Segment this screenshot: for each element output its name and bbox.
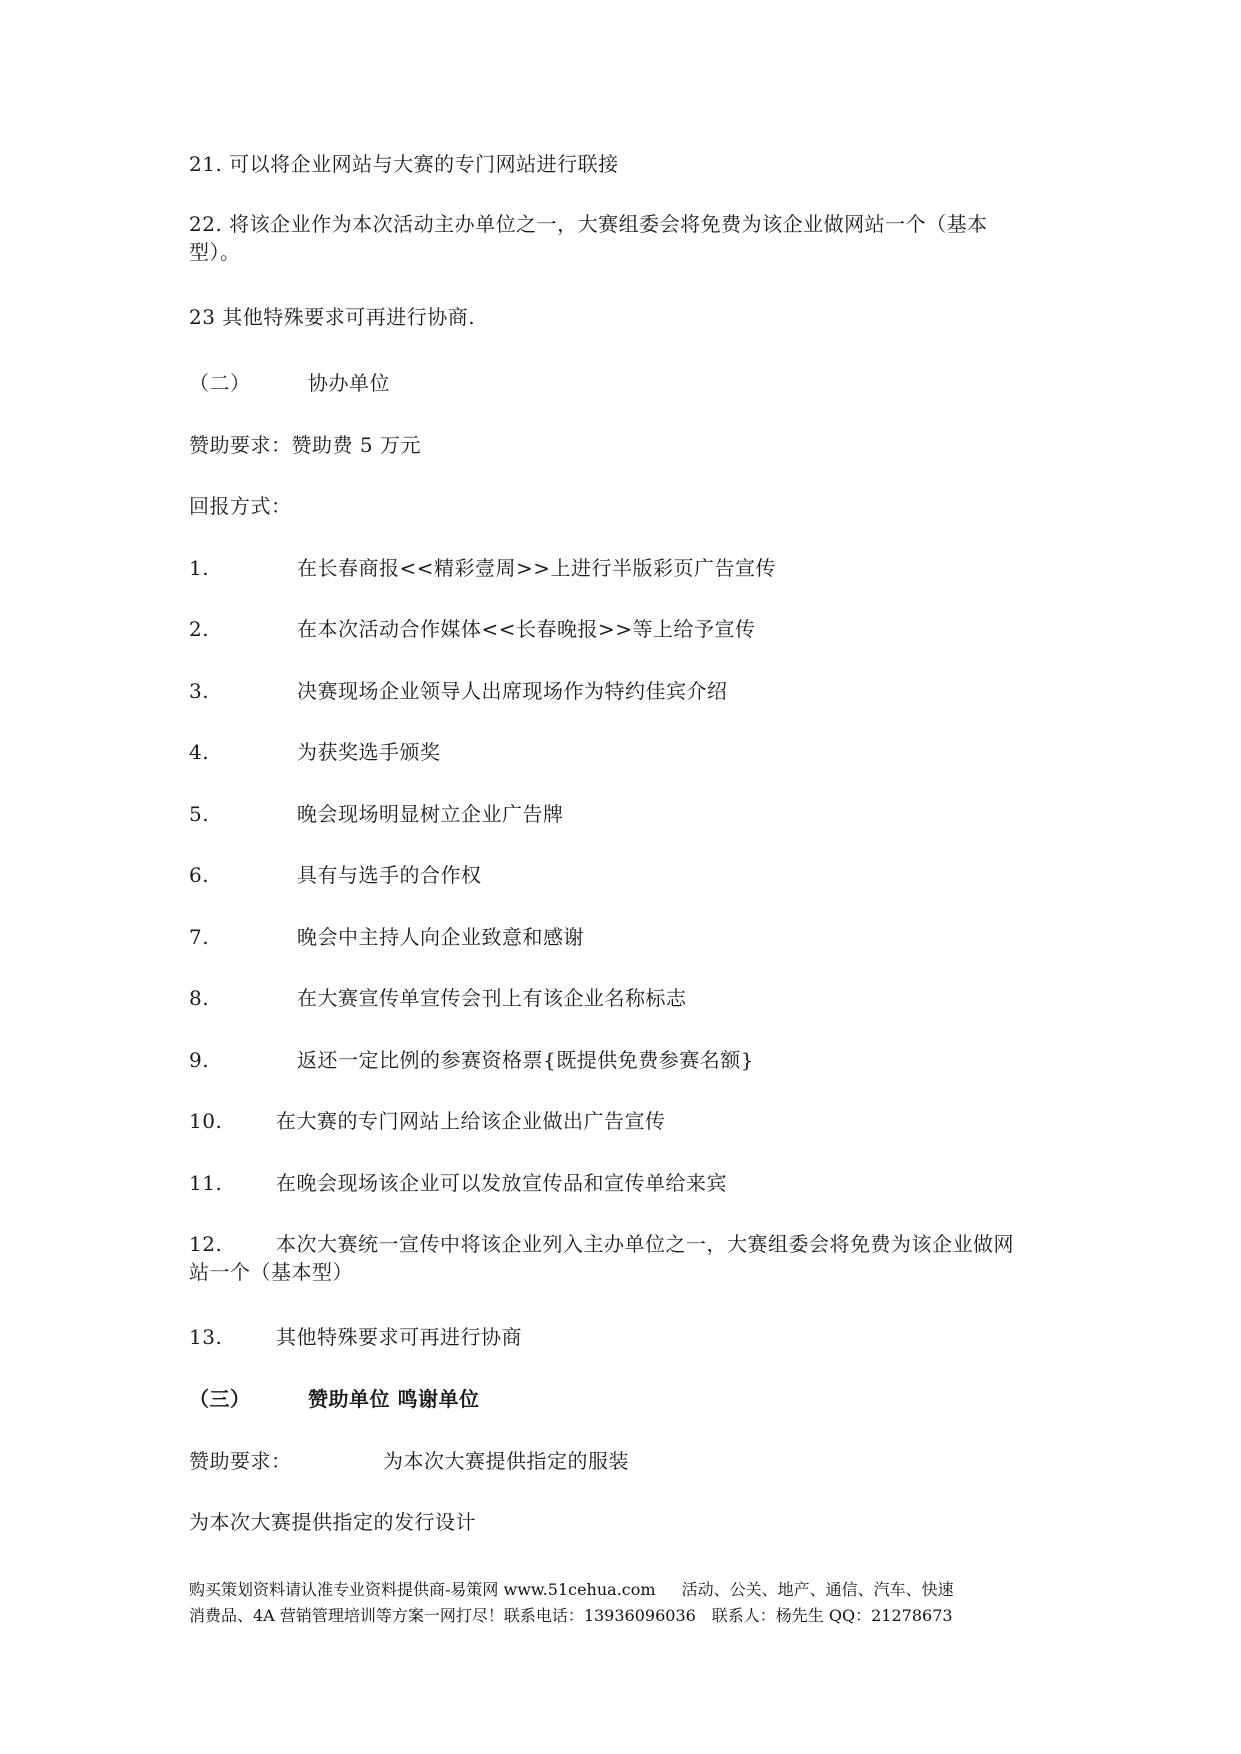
reward-item: 4. 为获奖选手颁奖 [189,740,441,764]
item-21: 21. 可以将企业网站与大赛的专门网站进行联接 [189,152,619,176]
section2-reward-label: 回报方式： [189,494,292,518]
reward-item: 8. 在大赛宣传单宣传会刊上有该企业名称标志 [189,986,687,1010]
section3-req-text: 为本次大赛提供指定的服装 [383,1449,629,1473]
reward-item: 11. 在晚会现场该企业可以发放宣传品和宣传单给来宾 [189,1171,727,1195]
section2-number: （二） [189,371,251,395]
footer-source: 购买策划资料请认准专业资料提供商-易策网 www.51cehua.com [189,1580,656,1599]
reward-item: 13. 其他特殊要求可再进行协商 [189,1325,522,1349]
reward-item: 7. 晚会中主持人向企业致意和感谢 [189,925,584,949]
reward-item: 12. 本次大赛统一宣传中将该企业列入主办单位之一，大赛组委会将免费为该企业做网 [189,1232,1014,1256]
section3-req-label: 赞助要求： [189,1449,292,1473]
reward-item: 6. 具有与选手的合作权 [189,863,482,887]
section2-title: 协办单位 [308,371,390,395]
reward-item: 3. 决赛现场企业领导人出席现场作为特约佳宾介绍 [189,679,728,703]
reward-item: 5. 晚会现场明显树立企业广告牌 [189,802,564,826]
item-23: 23 其他特殊要求可再进行协商. [189,305,476,329]
section2-requirement: 赞助要求：赞助费 5 万元 [189,433,421,457]
footer-line-2: 消费品、4A 营销管理培训等方案一网打尽！联系电话：13936096036 联系人：杨先生 QQ：21278673 [189,1606,953,1625]
section3-extra: 为本次大赛提供指定的发行设计 [189,1510,476,1534]
reward-item: 10. 在大赛的专门网站上给该企业做出广告宣传 [189,1109,666,1133]
page-footer [189,1577,1089,1629]
reward-item: 2. 在本次活动合作媒体<<长春晚报>>等上给予宣传 [189,617,756,641]
reward-item: 1. 在长春商报<<精彩壹周>>上进行半版彩页广告宣传 [189,556,777,580]
footer-line-1 [189,1577,1089,1603]
section3-number: （三） [189,1387,251,1411]
reward-item: 9. 返还一定比例的参赛资格票{既提供免费参赛名额} [189,1048,754,1072]
reward-item-continued: 站一个（基本型） [189,1260,353,1284]
item-22-continued: 型）。 [189,240,241,264]
section3-requirement [189,1447,629,1475]
section3-title: 赞助单位 鸣谢单位 [308,1387,480,1411]
item-22: 22. 将该企业作为本次活动主办单位之一，大赛组委会将免费为该企业做网站一个（基本 [189,212,988,236]
section3-heading [189,1385,479,1413]
footer-categories: 活动、公关、地产、通信、汽车、快速 [681,1580,954,1599]
section2-heading [189,369,390,397]
